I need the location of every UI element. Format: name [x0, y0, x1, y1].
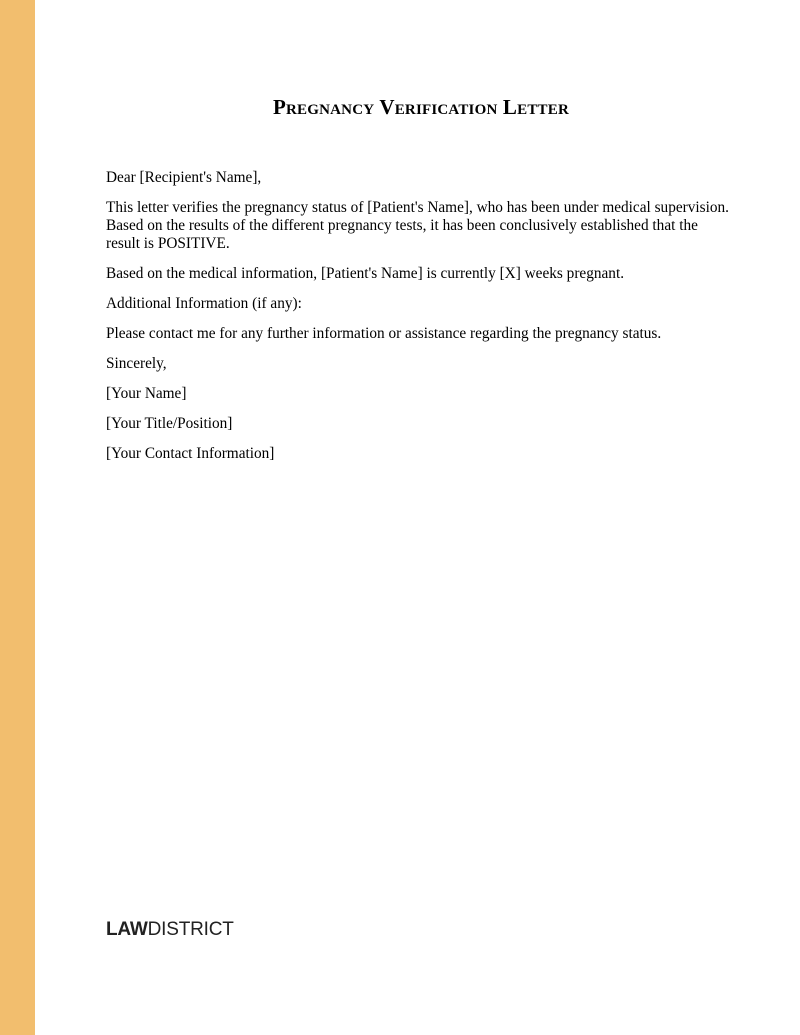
- logo-district-text: DISTRICT: [147, 919, 234, 940]
- side-accent-stripe: [0, 0, 35, 1035]
- paragraph-verification: This letter verifies the pregnancy status of [Patient's Name], who has been under medical supervision. Based on the results of the different pregnancy tests, it has been conclusively established that the result is POSITIVE.: [106, 199, 729, 252]
- lawdistrict-logo: [106, 917, 234, 943]
- closing: Sincerely,: [106, 355, 167, 372]
- signature-contact: [Your Contact Information]: [106, 445, 275, 462]
- paragraph-additional-info: Additional Information (if any):: [106, 295, 302, 312]
- paragraph-weeks: Based on the medical information, [Patient's Name] is currently [X] weeks pregnant.: [106, 265, 625, 282]
- signature-title: [Your Title/Position]: [106, 415, 233, 432]
- salutation: Dear [Recipient's Name],: [106, 169, 262, 186]
- paragraph-contact: Please contact me for any further information or assistance regarding the pregnancy status.: [106, 325, 662, 342]
- signature-name: [Your Name]: [106, 385, 187, 402]
- document-page: [106, 0, 736, 1035]
- letter-body: [106, 169, 734, 475]
- document-title: Pregnancy Verification Letter: [272, 95, 569, 119]
- logo-law-text: LAW: [106, 919, 148, 940]
